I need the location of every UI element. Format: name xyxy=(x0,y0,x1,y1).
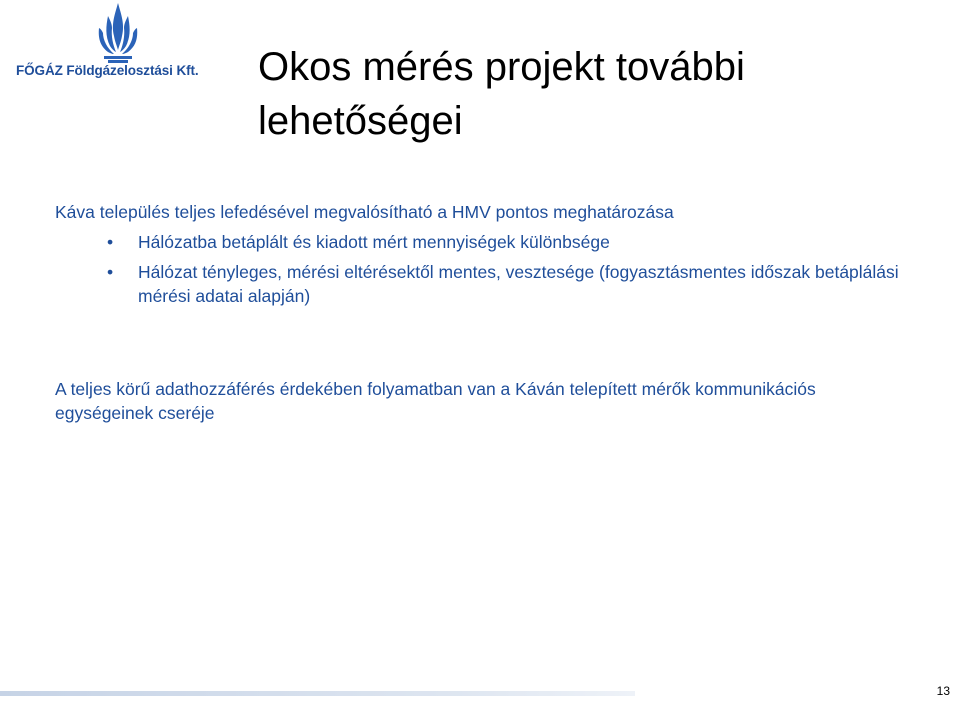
bullet-text: Hálózat tényleges, mérési eltérésektől mentes, vesztesége (fogyasztásmentes időszak betáplálási mérési adatai alapján) xyxy=(138,262,899,306)
bullet-marker: • xyxy=(107,262,114,282)
bullet-marker: • xyxy=(107,232,114,252)
flame-logo-icon xyxy=(94,2,142,64)
company-logo xyxy=(16,2,222,88)
bullet-item xyxy=(55,230,950,254)
page-number: 13 xyxy=(936,684,950,698)
lead-text: Káva település teljes lefedésével megvalósítható a HMV pontos meghatározása xyxy=(55,202,674,222)
footer-divider xyxy=(0,691,635,696)
bullet-text: Hálózatba betáplált és kiadott mért mennyiségek különbsége xyxy=(138,232,610,252)
bullet-item xyxy=(55,260,950,308)
bullet-list xyxy=(55,230,950,314)
logo-text: FŐGÁZ Földgázelosztási Kft. xyxy=(16,63,199,78)
body-paragraph: A teljes körű adathozzáférés érdekében folyamatban van a Káván telepített mérők kommunikációs egységeinek cseréje xyxy=(55,379,816,423)
slide-title: Okos mérés projekt további lehetőségei xyxy=(258,45,745,143)
